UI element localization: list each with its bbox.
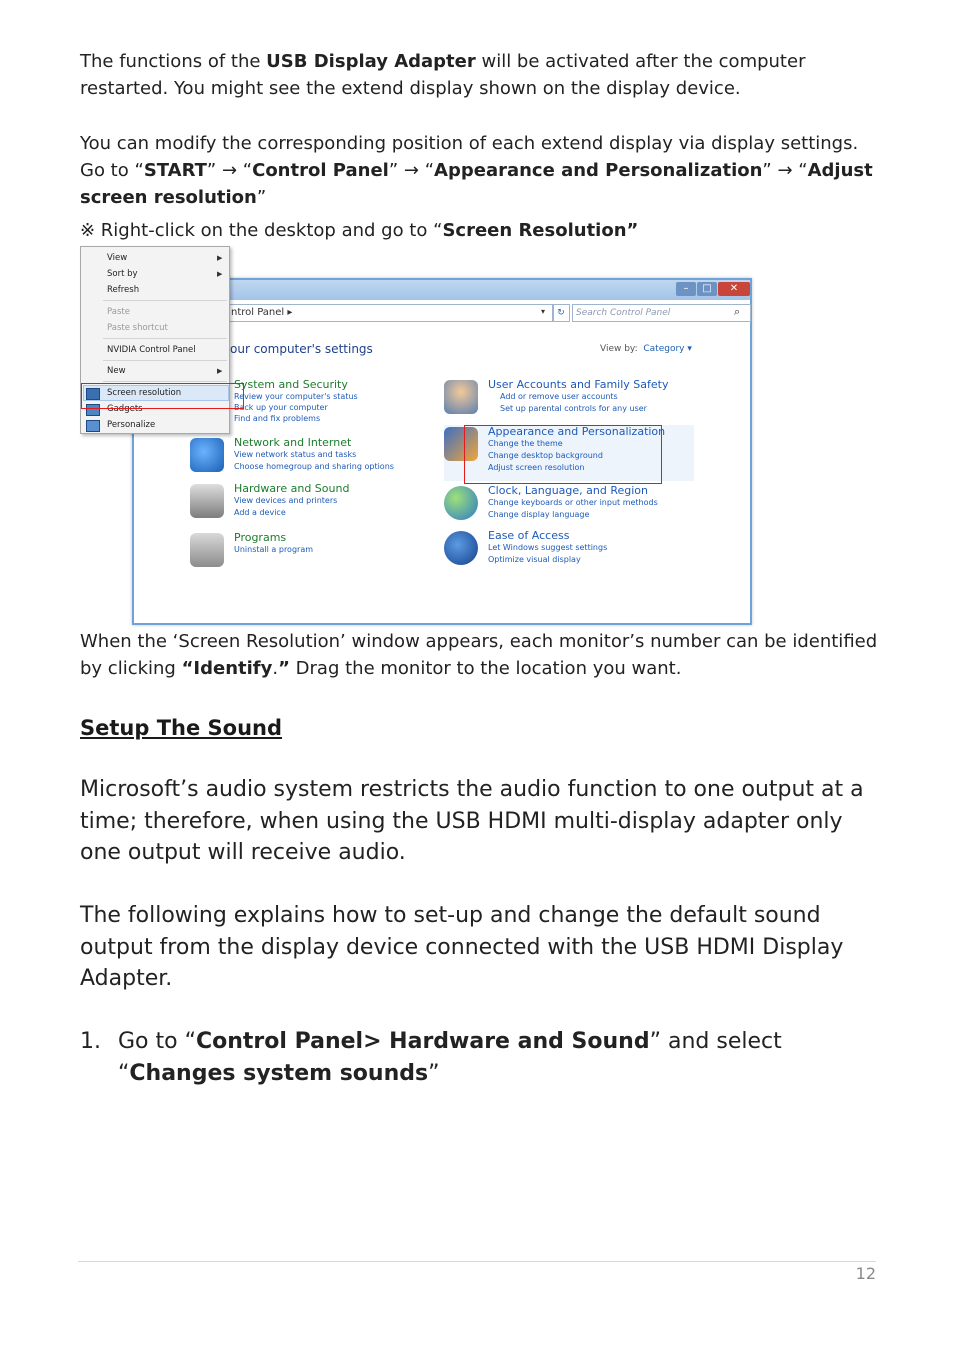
address-text: ntrol Panel ▸ <box>231 307 293 318</box>
category-title[interactable]: Network and Internet <box>234 436 352 449</box>
bold-text: ” <box>278 658 290 679</box>
category-link[interactable]: Add a device <box>234 508 286 517</box>
bold-text: Control Panel <box>252 160 389 181</box>
category-link[interactable]: Review your computer's status <box>234 392 358 401</box>
menu-item-nvidia[interactable]: NVIDIA Control Panel <box>107 345 196 355</box>
text-run: ” <box>256 187 267 208</box>
category-programs[interactable] <box>190 531 430 571</box>
menu-separator <box>103 300 227 301</box>
bold-text: Screen Resolution” <box>442 220 639 241</box>
text-run: You can modify the corresponding position of each extend display via display settings. Go to “ <box>80 133 859 181</box>
programs-icon <box>190 533 224 567</box>
audio-paragraph: Microsoft’s audio system restricts the audio function to one output at a time; therefore, when using the USB HDMI multi-display adapter only one output will receive audio. <box>80 777 864 865</box>
menu-item-refresh[interactable]: Refresh <box>107 285 140 295</box>
page-number: 12 <box>855 1264 876 1283</box>
search-placeholder: Search Control Panel <box>576 308 671 318</box>
bold-text: USB Display Adapter <box>266 51 476 72</box>
menu-item-sort-by[interactable]: Sort by <box>107 269 138 279</box>
text-run: will be activated after the computer restarted. You might see the extend display shown on the display device. <box>80 51 806 99</box>
bold-text: Adjust screen resolution <box>80 160 873 208</box>
globe-icon <box>444 486 478 520</box>
search-icon[interactable]: ⌕ <box>734 305 741 318</box>
chevron-down-icon[interactable]: ▾ <box>540 307 545 316</box>
text-run: Drag the monitor to the location you want. <box>289 658 682 679</box>
view-by-label: View by: <box>600 344 638 354</box>
identify-paragraph <box>80 628 880 682</box>
text-run: ” → “ <box>388 160 435 181</box>
refresh-icon[interactable]: ↻ <box>552 304 570 322</box>
text-run: ※ Right-click on the desktop and go to “ <box>80 220 443 241</box>
minimize-icon[interactable]: – <box>676 282 696 296</box>
bold-text: START <box>143 160 207 181</box>
highlight-box <box>81 383 244 409</box>
category-title[interactable]: Appearance and Personalization <box>488 425 666 438</box>
menu-item-view[interactable]: View <box>107 253 128 263</box>
ease-of-access-icon <box>444 531 478 565</box>
menu-item-paste-shortcut: Paste shortcut <box>107 323 168 333</box>
text-run: The functions of the <box>80 51 267 72</box>
view-by-value[interactable]: Category ▾ <box>643 344 692 354</box>
category-link[interactable]: Optimize visual display <box>488 555 581 564</box>
printer-icon <box>190 484 224 518</box>
category-link[interactable]: Set up parental controls for any user <box>500 404 647 413</box>
step-number: 1. <box>80 1029 101 1054</box>
category-link[interactable]: Find and fix problems <box>234 414 321 423</box>
text-run: When the ‘Screen Resolution’ window appears, each monitor’s number can be identified by clicking <box>80 631 878 679</box>
category-link[interactable]: Change display language <box>488 510 590 519</box>
category-link[interactable]: Change keyboards or other input methods <box>488 498 658 507</box>
text-run: ” <box>428 1060 440 1086</box>
menu-item-screen-resolution[interactable]: Screen resolution <box>107 388 182 398</box>
submenu-arrow-icon: ▶ <box>217 254 223 262</box>
category-link[interactable]: Uninstall a program <box>234 545 314 554</box>
highlight-box <box>464 425 662 484</box>
category-clock-language[interactable] <box>444 484 684 528</box>
text-run: ” → “ <box>762 160 808 181</box>
category-link[interactable]: View network status and tasks <box>234 450 357 459</box>
menu-item-personalize[interactable]: Personalize <box>107 420 156 430</box>
bold-text: Control Panel> Hardware and Sound <box>195 1029 650 1054</box>
category-link[interactable]: View devices and printers <box>234 496 338 505</box>
maximize-icon[interactable]: □ <box>697 282 717 296</box>
menu-item-paste: Paste <box>107 307 130 317</box>
category-link[interactable]: Change the theme <box>488 439 563 448</box>
network-icon <box>190 438 224 472</box>
bold-text: Appearance and Personalization <box>434 160 763 181</box>
category-title[interactable]: Ease of Access <box>488 529 570 542</box>
menu-separator <box>103 360 227 361</box>
intro-paragraph <box>80 48 880 102</box>
personalize-icon <box>86 420 100 432</box>
category-title[interactable]: Clock, Language, and Region <box>488 484 649 497</box>
category-title[interactable]: Programs <box>234 531 287 544</box>
bold-text: “Identify <box>181 658 273 679</box>
view-by-control[interactable] <box>600 344 692 354</box>
users-icon <box>444 380 478 414</box>
category-title[interactable]: Hardware and Sound <box>234 482 350 495</box>
category-title[interactable]: System and Security <box>234 378 348 391</box>
submenu-arrow-icon: ▶ <box>217 270 223 278</box>
menu-separator <box>103 338 227 339</box>
page-title: our computer's settings <box>230 342 373 356</box>
category-user-accounts[interactable] <box>444 378 684 418</box>
section-heading: Setup The Sound <box>80 716 283 740</box>
text-run: ” and select “ <box>118 1029 782 1086</box>
text-run: ” → “ <box>206 160 253 181</box>
menu-item-new[interactable]: New <box>107 366 126 376</box>
step-1-text <box>118 1026 858 1089</box>
control-panel-screenshot <box>80 246 760 631</box>
submenu-arrow-icon: ▶ <box>217 367 223 375</box>
sound-output-paragraph: The following explains how to set-up and change the default sound output from the display device connected with the USB HDMI Display Adapter. <box>80 903 844 991</box>
category-link[interactable]: Change desktop background <box>488 451 603 460</box>
bold-text: Changes system sounds <box>129 1060 429 1086</box>
category-ease-of-access[interactable] <box>444 529 684 573</box>
category-link[interactable]: Choose homegroup and sharing options <box>234 462 394 471</box>
category-title[interactable]: User Accounts and Family Safety <box>488 378 669 391</box>
search-input[interactable] <box>572 304 751 322</box>
category-link[interactable]: Add or remove user accounts <box>500 392 618 401</box>
category-link[interactable]: Adjust screen resolution <box>488 463 585 472</box>
right-click-note <box>80 217 880 244</box>
close-icon[interactable]: ✕ <box>718 282 750 296</box>
display-settings-paragraph <box>80 130 880 211</box>
category-link[interactable]: Back up your computer <box>234 403 328 412</box>
footer-divider <box>78 1261 876 1262</box>
category-network-internet[interactable] <box>190 436 430 480</box>
menu-item-gadgets[interactable]: Gadgets <box>107 404 143 414</box>
text-run: Go to “ <box>118 1029 196 1054</box>
category-hardware-sound[interactable] <box>190 482 430 526</box>
text-run: . <box>272 658 279 679</box>
menu-separator <box>103 381 227 382</box>
address-bar[interactable] <box>228 304 554 322</box>
category-link[interactable]: Let Windows suggest settings <box>488 543 608 552</box>
